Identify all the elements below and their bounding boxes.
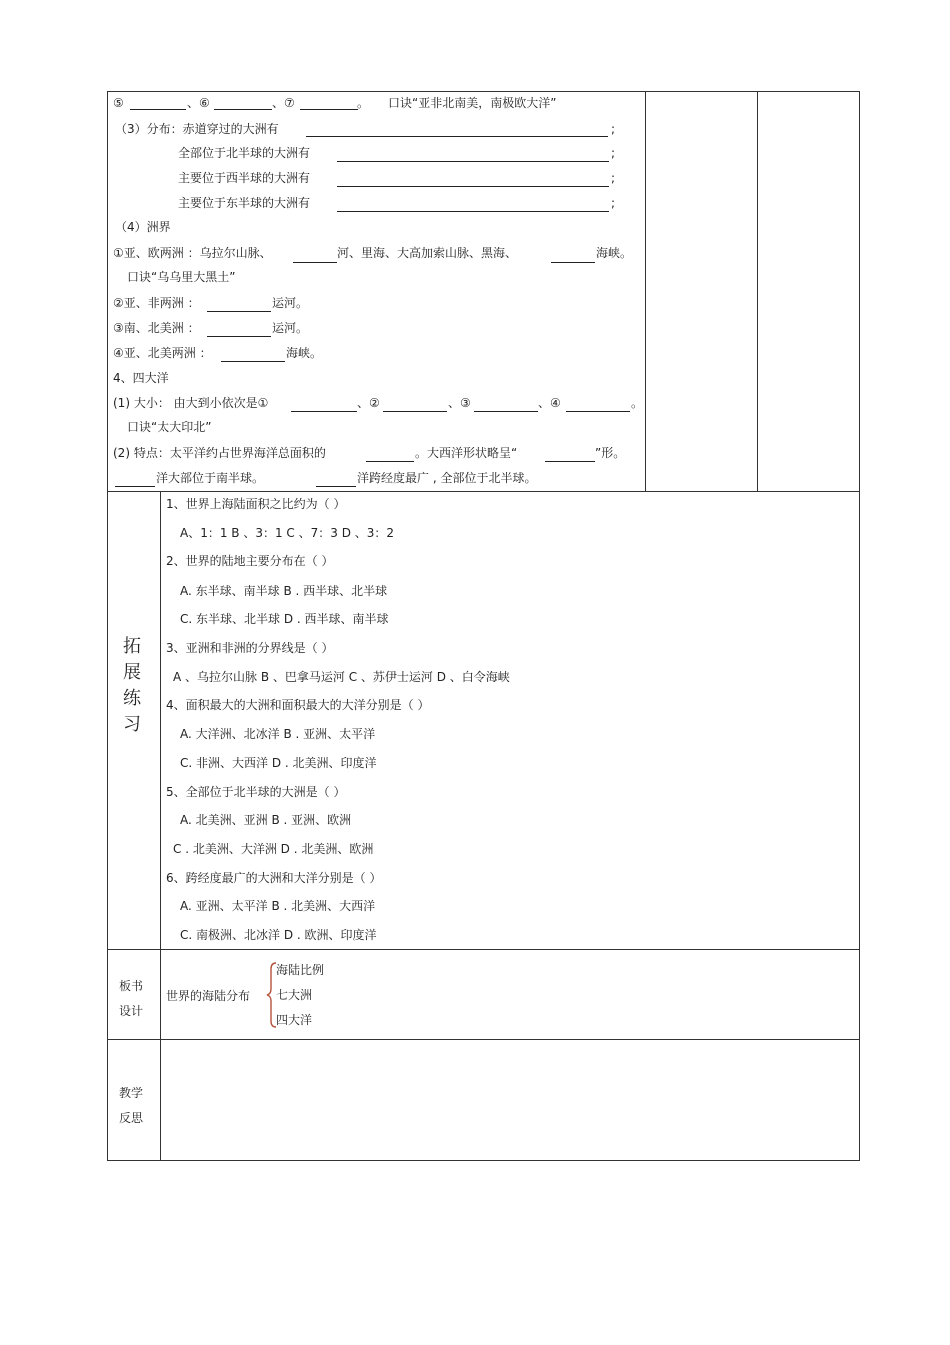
blank-ocean-4: [566, 411, 630, 412]
table-border-bottom: [107, 1160, 860, 1161]
ocean-sep-4: 、④: [538, 396, 561, 410]
table-border-right: [859, 91, 860, 1161]
board-item-continents: 七大洲: [276, 988, 313, 1002]
question-2-options-cd: C. 东半球、北半球 D . 西半球、南半球: [180, 612, 389, 626]
mnemonic-boundary: 口诀“乌乌里大黑土”: [127, 270, 236, 284]
question-3-options: A 、乌拉尔山脉 B 、巴拿马运河 C 、苏伊士运河 D 、白令海峡: [173, 670, 510, 684]
semi-1: ;: [611, 122, 616, 136]
asia-europe-a: ①亚、欧两洲 ：乌拉尔山脉、: [113, 246, 272, 260]
ocean-sep-3: 、③: [448, 396, 471, 410]
blank-north: [337, 161, 609, 162]
blank-ocean-3: [474, 411, 538, 412]
question-4: 4、面积最大的大洲和面积最大的大洋分别是（ ）: [166, 698, 430, 712]
question-6-options-ab: A. 亚洲、太平洋 B . 北美洲、大西洋: [180, 899, 376, 913]
blank-canal-2: [207, 336, 271, 337]
question-2: 2、世界的陆地主要分布在（ ）: [166, 554, 334, 568]
board-item-oceans: 四大洋: [276, 1013, 313, 1027]
board-item-ratio: 海陆比例: [276, 963, 325, 977]
sep-6: 、⑥: [187, 96, 210, 110]
ocean-feature-d: 洋大部位于南半球。: [156, 471, 265, 485]
col-divider-2: [757, 91, 758, 492]
row-divider-1: [107, 491, 860, 492]
practice-side-label: 拓 展 练 习: [123, 636, 141, 735]
oceans-label: 4、四大洋: [113, 371, 169, 385]
ocean-feature-a: (2) 特点：太平洋约占世界海洋总面积的: [113, 446, 326, 460]
blank-5: [130, 109, 186, 110]
table-border-top: [107, 91, 860, 92]
blank-widest-ocean: [316, 486, 356, 487]
semi-3: ;: [611, 171, 616, 185]
table-border-left: [107, 91, 108, 1161]
question-2-options-ab: A. 东半球、南半球 B . 西半球、北半球: [180, 584, 388, 598]
question-1: 1、世界上海陆面积之比约为（ ）: [166, 497, 346, 511]
sa-na-label: ③南、北美洲 ：: [113, 321, 200, 335]
boundary-label: （4）洲界: [115, 220, 171, 234]
blank-west: [337, 186, 609, 187]
canal-1: 运河。: [272, 296, 309, 310]
ocean-size-end: 。: [631, 396, 644, 410]
blank-canal-1: [207, 311, 271, 312]
blank-strait-2: [221, 361, 285, 362]
board-root: 世界的海陆分布: [166, 989, 251, 1003]
asia-europe-b: 河、里海、大高加索山脉、黑海、: [337, 246, 518, 260]
blank-6: [214, 109, 272, 110]
question-6: 6、跨经度最广的大洲和大洋分别是（ ）: [166, 871, 382, 885]
line1-end: 。: [357, 96, 370, 110]
blank-equator: [306, 136, 608, 137]
asia-africa-label: ②亚、非两洲 ：: [113, 296, 200, 310]
dist-east-label: 主要位于东半球的大洲有: [178, 196, 311, 210]
question-6-options-cd: C. 南极洲、北冰洋 D . 欧洲、印度洋: [180, 928, 377, 942]
canal-2: 运河。: [272, 321, 309, 335]
strait-2: 海峡。: [286, 346, 323, 360]
dist-west-label: 主要位于西半球的大洲有: [178, 171, 311, 185]
ocean-feature-c: ”形。: [595, 446, 626, 460]
blank-atlantic-shape: [545, 461, 595, 462]
dist-equator-label: （3）分布：赤道穿过的大洲有: [115, 122, 279, 136]
mnemonic-continents: 口诀“亚非北南美，南极欧大洋”: [388, 96, 557, 110]
ocean-size-label: (1) 大小： 由大到小依次是①: [113, 396, 269, 410]
question-4-options-ab: A. 大洋洲、北冰洋 B . 亚洲、太平洋: [180, 727, 376, 741]
mnemonic-oceans: 口诀“太大印北”: [127, 420, 212, 434]
asia-europe-c: 海峡。: [596, 246, 633, 260]
blank-ocean-2: [383, 411, 447, 412]
blank-strait-1: [551, 262, 595, 263]
semi-2: ;: [611, 146, 616, 160]
question-3: 3、亚洲和非洲的分界线是（ ）: [166, 641, 334, 655]
blank-east: [337, 211, 609, 212]
sep-7: 、⑦: [272, 96, 295, 110]
question-5: 5、全部位于北半球的大洲是（ ）: [166, 785, 346, 799]
ocean-sep-2: 、②: [357, 396, 380, 410]
row-divider-3: [107, 1039, 860, 1040]
circle-5: ⑤: [113, 96, 124, 110]
ocean-feature-b: 。大西洋形状略呈“: [415, 446, 518, 460]
reflection-side-label: 教学 反思: [119, 1086, 144, 1125]
dist-north-label: 全部位于北半球的大洲有: [178, 146, 311, 160]
board-side-label: 板书 设计: [119, 979, 144, 1018]
blank-7: [300, 109, 358, 110]
blank-river: [293, 262, 337, 263]
side-col-divider: [160, 491, 161, 1161]
question-5-options-cd: C . 北美洲、大洋洲 D . 北美洲、欧洲: [173, 842, 374, 856]
blank-pacific-share: [366, 461, 414, 462]
semi-4: ;: [611, 196, 616, 210]
question-4-options-cd: C. 非洲、大西洋 D . 北美洲、印度洋: [180, 756, 377, 770]
row-divider-2: [107, 949, 860, 950]
question-5-options-ab: A. 北美洲、亚洲 B . 亚洲、欧洲: [180, 813, 352, 827]
blank-ocean-1: [291, 411, 357, 412]
ocean-feature-e: 洋跨经度最广 , 全部位于北半球。: [357, 471, 537, 485]
blank-southern-ocean: [115, 486, 155, 487]
asia-na-label: ④亚、北美两洲 ：: [113, 346, 212, 360]
reflection-area[interactable]: [162, 1041, 858, 1159]
col-divider-1: [645, 91, 646, 492]
question-1-options: A、1：1 B 、3：1 C 、7：3 D 、3：2: [180, 526, 395, 540]
